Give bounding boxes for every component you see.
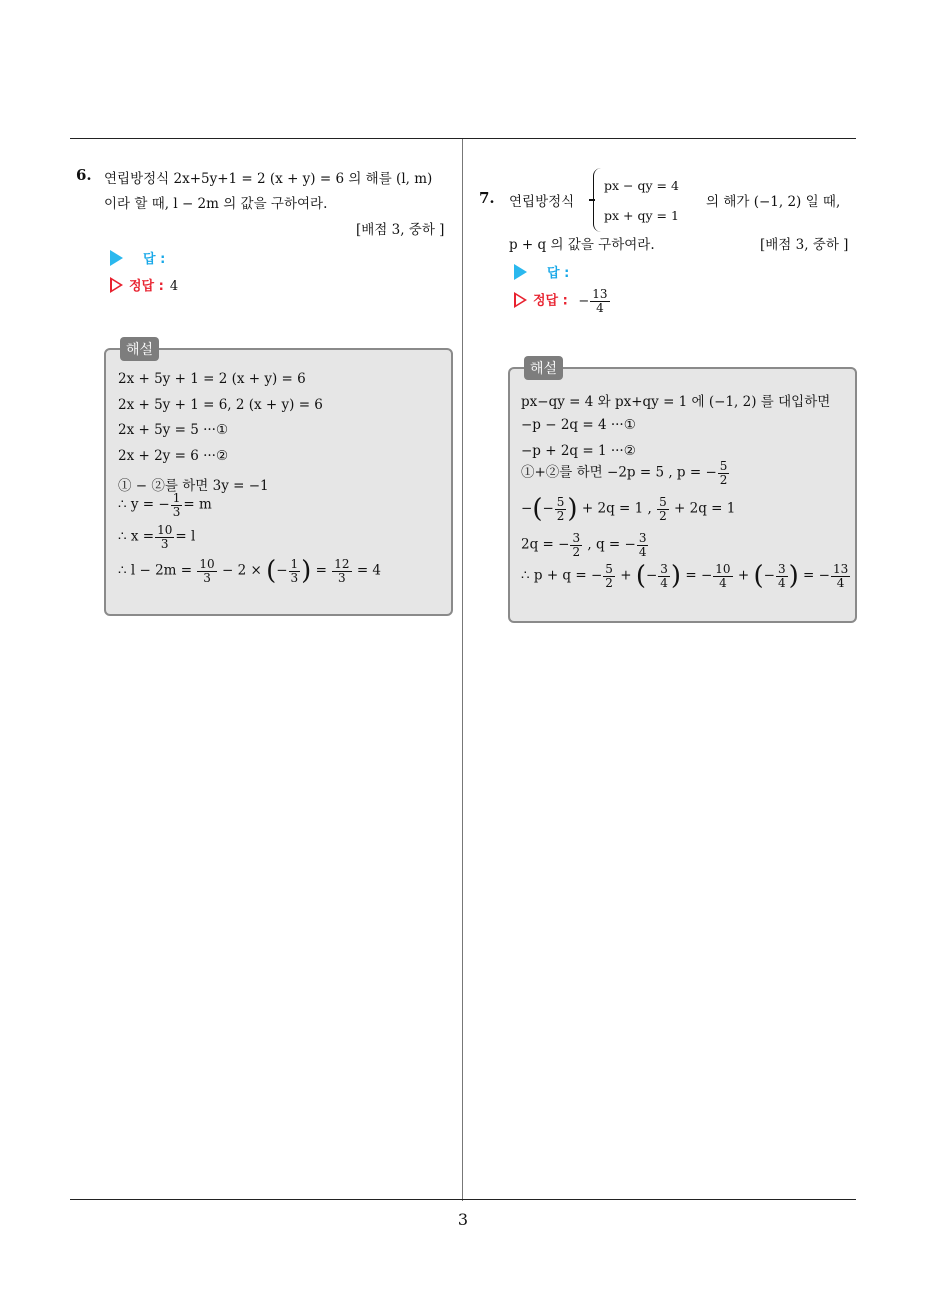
play-triangle-icon [514, 264, 527, 280]
problem-7-solution-tag: 해설 [524, 356, 563, 380]
p6-x-frac: $\frac{10}{3}$ [157, 523, 173, 551]
column-divider [462, 139, 463, 1201]
problem-7-number: 7. [479, 189, 495, 207]
answer-label: 답 : [143, 252, 166, 267]
p6-sol-line2: 2x + 5y + 1 = 6, 2 (x + y) = 6 [118, 397, 323, 413]
p6-x-post: = l [175, 528, 196, 545]
correct-label: 정답 : [129, 279, 164, 294]
problem-6-answer-row [110, 248, 165, 267]
p6-y-frac: $\frac{1}{3}$ [172, 491, 181, 519]
problem-7-eq2: px + qy = 1 [604, 208, 679, 223]
p6-y-post: = m [183, 496, 212, 513]
problem-7-correct-row [514, 288, 611, 314]
problem-6-solution-tag: 해설 [120, 337, 159, 361]
play-triangle-icon [110, 250, 123, 266]
system-brace-tip [589, 199, 595, 201]
problem-6-number: 6. [76, 166, 92, 184]
problem-6-correct-row [110, 275, 178, 294]
problem-7-eq1: px − qy = 4 [604, 178, 679, 193]
outline-triangle-icon [110, 277, 123, 293]
problem-6-text-line2: 이라 할 때, l − 2m 의 값을 구하여라. [104, 196, 328, 212]
p6-sol-line4: 2x + 2y = 6 ···② [118, 448, 229, 464]
problem-7-trail: 의 해가 (−1, 2) 일 때, [706, 194, 841, 210]
correct-value: 4 [169, 279, 179, 294]
p6-sol-line1: 2x + 5y + 1 = 2 (x + y) = 6 [118, 371, 306, 387]
p7-sol-line7: ∴ p + q = − $\frac{5}{2}$ + (− $\frac{3}{4}$ ) = − $\frac{10}{4}$ + (− $\frac{3}{4}$ ) = − $\frac{13}{4}$ [521, 561, 849, 591]
p6-sol-line5: ① − ②를 하면 3y = −1 [118, 478, 269, 494]
p7-sol-line4: ①+②를 하면 −2p = 5 , p = − $\frac{5}{2}$ [521, 459, 728, 487]
top-rule [70, 138, 856, 139]
problem-7-lead: 연립방정식 [509, 194, 575, 210]
correct-value: − $\frac{13}{4}$ [578, 287, 608, 315]
page-number: 3 [457, 1210, 469, 1229]
correct-label: 정답 : [533, 293, 568, 309]
p6-sol-line6 [118, 492, 212, 518]
p7-sol-line2: −p − 2q = 4 ···① [521, 417, 636, 433]
problem-6-points: [배점 3, 중하 ] [356, 222, 445, 238]
problem-6-text-line1: 연립방정식 2x+5y+1 = 2 (x + y) = 6 의 해를 (l, m) [104, 171, 433, 187]
p7-sol-line5: −(− $\frac{5}{2}$ ) + 2q = 1 , $\frac{5}{2}$ + 2q = 1 [521, 494, 736, 524]
p6-sol-line3: 2x + 5y = 5 ···① [118, 422, 229, 438]
problem-7-points: [배점 3, 중하 ] [760, 237, 849, 253]
p7-sol-line3: −p + 2q = 1 ···② [521, 443, 636, 459]
p6-sol-line8: ∴ l − 2m = $\frac{10}{3}$ − 2 × (− $\frac{1}{3}$ ) = $\frac{12}{3}$ = 4 [118, 556, 382, 586]
answer-label: 답 : [547, 266, 570, 281]
outline-triangle-icon [514, 292, 527, 308]
problem-7-text-line2: p + q 의 값을 구하여라. [509, 237, 655, 253]
bottom-rule [70, 1199, 856, 1200]
p6-y-pre: ∴ y = − [118, 496, 170, 513]
p6-x-pre: ∴ x = [118, 528, 155, 545]
p7-sol-line1: px−qy = 4 와 px+qy = 1 에 (−1, 2) 를 대입하면 [521, 394, 831, 410]
p7-sol-line6: 2q = − $\frac{3}{2}$ , q = − $\frac{3}{4}$ [521, 531, 647, 559]
p6-sol-line7 [118, 524, 195, 550]
problem-7-answer-row [514, 262, 569, 281]
